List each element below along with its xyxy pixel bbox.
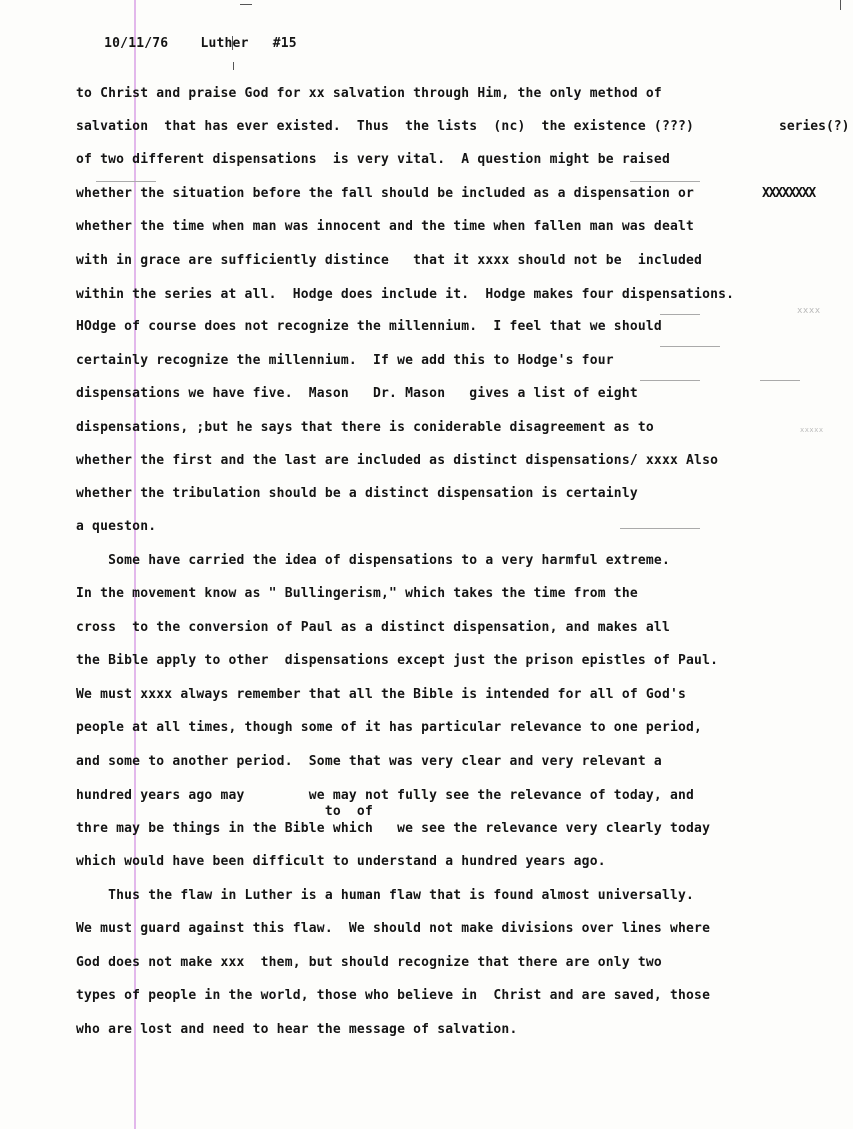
text-line: HOdge of course does not recognize the millennium. I feel that we should [76,319,662,334]
faint-show-through [620,528,700,529]
text-line: certainly recognize the millennium. If we add this to Hodge's four [76,353,614,368]
text-line: types of people in the world, those who believe in Christ and are saved, those [76,988,711,1003]
margin-note-series: series(?) [779,119,850,134]
faint-margin-mark: xxxx [797,306,821,316]
text-line: whether the first and the last are included as distinct dispensations/ xxxx Also [76,453,719,468]
text-line: dispensations, ;but he says that there is coniderable disagreement as to [76,420,654,435]
header-name: Luther [200,36,249,51]
text-line: whether the situation before the fall should be included as a dispensation or [76,186,695,201]
text-line: with in grace are sufficiently distince that it xxxx should not be included [76,253,703,268]
text-line: whether the time when man was innocent and the time when fallen man was dealt [76,219,695,234]
text-line: thre may be things in the Bible which we see the relevance very clearly today [76,821,711,836]
text-line: dispensations we have five. Mason Dr. Mason gives a list of eight [76,386,638,401]
text-line: a queston. [76,519,157,534]
text-line: the Bible apply to other dispensations except just the prison epistles of Paul. [76,653,719,668]
faint-show-through [760,380,800,381]
text-line: In the movement know as " Bullingerism," which takes the time from the [76,586,638,601]
header-date: 10/11/76 [104,36,169,51]
margin-strikeout: XXXXXXXX [762,186,816,201]
text-line: and some to another period. Some that was very clear and very relevant a [76,754,662,769]
text-line: cross to the conversion of Paul as a distinct dispensation, and makes all [76,620,670,635]
text-line: which would have been difficult to understand a hundred years ago. [76,854,606,869]
text-line: who are lost and need to hear the message of salvation. [76,1022,518,1037]
text-line: We must xxxx always remember that all the Bible is intended for all of God's [76,687,687,702]
text-line: salvation that has ever existed. Thus the lists (nc) the existence (???) [76,119,695,134]
faint-show-through [630,181,700,182]
text-line: We must guard against this flaw. We should not make divisions over lines where [76,921,711,936]
faint-show-through [96,181,156,182]
document-header [72,20,297,68]
header-number: #15 [272,36,297,51]
text-line: Some have carried the idea of dispensations to a very harmful extreme. [76,553,670,568]
interlinear-insertion: to of [76,804,373,819]
faint-show-through [640,380,700,381]
text-line: hundred years ago may we may not fully see the relevance of today, and [76,788,695,803]
text-line: whether the tribulation should be a distinct dispensation is certainly [76,486,638,501]
faint-show-through [660,346,720,347]
text-line: Thus the flaw in Luther is a human flaw that is found almost universally. [76,888,695,903]
pen-mark [240,4,252,5]
text-line: God does not make xxx them, but should recognize that there are only two [76,955,662,970]
pen-mark [840,0,841,10]
faint-margin-mark: xxxxx [800,426,824,434]
text-line: of two different dispensations is very vital. A question might be raised [76,152,670,167]
text-line: to Christ and praise God for xx salvation through Him, the only method of [76,86,662,101]
text-line: people at all times, though some of it has particular relevance to one period, [76,720,703,735]
faint-show-through [660,314,700,315]
text-line: within the series at all. Hodge does include it. Hodge makes four dispensations. [76,287,735,302]
